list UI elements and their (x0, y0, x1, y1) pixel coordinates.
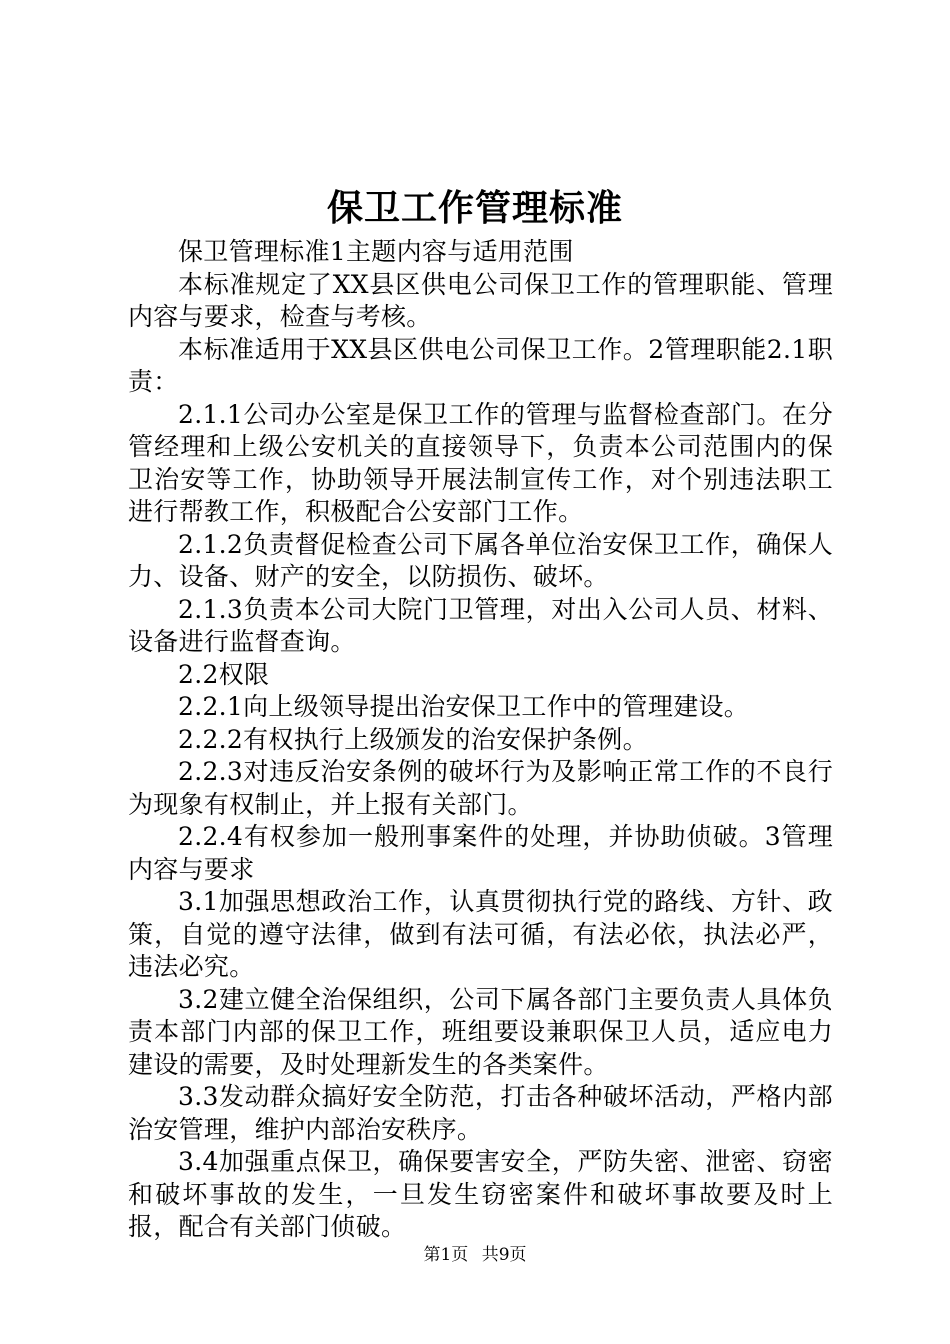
paragraph: 本标准适用于XX县区供电公司保卫工作。2管理职能2.1职责： (128, 334, 833, 396)
paragraph: 3.2建立健全治保组织，公司下属各部门主要负责人具体负责本部门内部的保卫工作，班组要设兼职保卫人员，适应电力建设的需要，及时处理新发生的各类案件。 (128, 984, 833, 1079)
paragraph: 2.2权限 (178, 659, 270, 689)
paragraph: 本标准规定了XX县区供电公司保卫工作的管理职能、管理内容与要求，检查与考核。 (128, 269, 833, 331)
paragraph: 2.1.3负责本公司大院门卫管理，对出入公司人员、材料、设备进行监督查询。 (128, 594, 833, 656)
paragraph: 3.3发动群众搞好安全防范，打击各种破坏活动，严格内部治安管理，维护内部治安秩序。 (128, 1082, 833, 1144)
page-total: 共9页 (481, 1245, 527, 1265)
paragraph: 3.1加强思想政治工作，认真贯彻执行党的路线、方针、政策，自觉的遵守法律，做到有法可循，有法必依，执法必严，违法必究。 (128, 887, 833, 981)
paragraph: 2.2.2有权执行上级颁发的治安保护条例。 (178, 724, 648, 754)
document-title: 保卫工作管理标准 (326, 187, 623, 229)
page-footer (0, 1244, 950, 1266)
paragraph: 2.1.2负责督促检查公司下属各单位治安保卫工作，确保人力、设备、财产的安全，以防损伤、破坏。 (128, 529, 833, 591)
paragraph: 保卫管理标准1主题内容与适用范围 (178, 237, 574, 266)
paragraph: 2.2.1向上级领导提出治安保卫工作中的管理建设。 (178, 692, 750, 721)
paragraph: 3.4加强重点保卫，确保要害安全，严防失密、泄密、窃密和破坏事故的发生，一旦发生窃密案件和破坏事故要及时上报，配合有关部门侦破。 (128, 1147, 833, 1241)
paragraph: 2.1.1公司办公室是保卫工作的管理与监督检查部门。在分管经理和上级公安机关的直接领导下，负责本公司范围内的保卫治安等工作，协助领导开展法制宣传工作，对个别违法职工进行帮教工作，积极配合公安部门工作。 (128, 399, 833, 526)
paragraph: 2.2.4有权参加一般刑事案件的处理，并协助侦破。3管理内容与要求 (128, 822, 833, 884)
paragraph: 2.2.3对违反治安条例的破坏行为及影响正常工作的不良行为现象有权制止，并上报有关部门。 (128, 757, 833, 819)
page-number: 第1页 (423, 1245, 469, 1265)
document-body (128, 236, 833, 1244)
